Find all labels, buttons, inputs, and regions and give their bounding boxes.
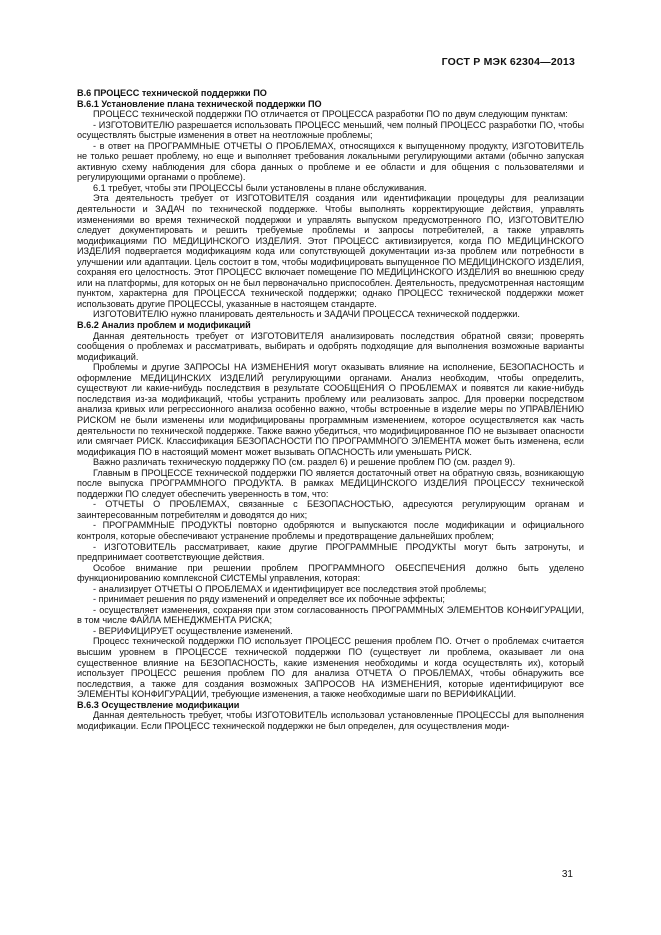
- list-item: - ПРОГРАММНЫЕ ПРОДУКТЫ повторно одобряются и выпускаются после модификации и официального контроля, которые обеспечивают устранение проблемы и предотвращение дальнейших проблем;: [77, 520, 584, 541]
- list-item: - в ответ на ПРОГРАММНЫЕ ОТЧЕТЫ О ПРОБЛЕМАХ, относящихся к выпущенному продукту, ИЗГОТОВИТЕЛЬ не только решает проблему, но еще и выполняет требования локальными регулирующими актами (обычно запуская активную схему наблюдения для сбора данных о проблеме и ее области и для общения с пользователями и регулирующими органами о проблеме).: [77, 140, 584, 183]
- list-item: - ИЗГОТОВИТЕЛЮ разрешается использовать ПРОЦЕСС меньший, чем полный ПРОЦЕСС разработки ПО, чтобы осуществлять быстрые изменения в ответ на неотложные проблемы;: [77, 119, 584, 141]
- subsection-heading-b61: В.6.1 Установление плана технической поддержки ПО: [77, 98, 322, 109]
- list-item: - ИЗГОТОВИТЕЛЬ рассматривает, какие другие ПРОГРАММНЫЕ ПРОДУКТЫ могут быть затронуты, и предпринимает соответствующие действия.: [77, 541, 584, 563]
- paragraph: Проблемы и другие ЗАПРОСЫ НА ИЗМЕНЕНИЯ могут оказывать влияние на исполнение, БЕЗОПАСНОСТЬ и оформление МЕДИЦИНСКИХ ИЗДЕЛИЙ регулирующими органами. Анализ необходим, чтобы определить, существуют ли какие-нибудь последствия в результате СООБЩЕНИЯ О ПРОБЛЕМАХ и появятся ли какие-нибудь последствия из-за модификаций, чтобы устранить проблему или реализовать запрос. Для проверки посредством анализа кривых или регрессионного анализа особенно важно, чтобы встроенные в изделие меры по УПРАВЛЕНИЮ РИСКОМ не были изменены или модифицированы программным изменением, которое осуществляется как часть деятельности по технической поддержке. Также важно убедиться, что модифицированное ПО не вызывает опасности или смягчает РИСК. Классификация БЕЗОПАСНОСТИ ПО ПРОГРАММНОГО ЭЛЕМЕНТА может быть изменена, если модификация ПО в настоящий момент может вызывать ОПАСНОСТЬ или уменьшать РИСК.: [77, 362, 584, 457]
- paragraph: Эта деятельность требует от ИЗГОТОВИТЕЛЯ создания или идентификации процедуры для реализации деятельности и ЗАДАЧ по технической поддержке. Чтобы выполнять корректирующие действия, управлять изменениями во время технической поддержки и управлять выпуском предусмотренного ПО, ИЗГОТОВИТЕЛЮ следует документировать и решить требуемые проблемы и запросы потребителей, а также управлять модификациями ПО МЕДИЦИНСКОГО ИЗДЕЛИЯ. Этот ПРОЦЕСС активизируется, когда ПО МЕДИЦИНСКОГО ИЗДЕЛИЯ подвергается модификациям кода или сопутствующей документации из-за проблем или потребности в улучшении или адаптации. Цель состоит в том, чтобы модифицировать выпущенное ПО МЕДИЦИНСКОГО ИЗДЕЛИЯ, сохраняя его целостность. Этот ПРОЦЕСС включает помещение ПО МЕДИЦИНСКОГО ИЗДЕЛИЯ во внешнюю среду или на платформы, для которых он не был первоначально приспособлен. Деятельность, предусмотренная настоящим пунктом, характерна для ПРОЦЕССА технической поддержки; однако ПРОЦЕСС технической поддержки может использовать другие ПРОЦЕССЫ, указанные в настоящем стандарте.: [77, 193, 584, 309]
- list-item: - ВЕРИФИЦИРУЕТ осуществление изменений.: [93, 625, 293, 636]
- standard-designation: ГОСТ Р МЭК 62304—2013: [441, 56, 575, 68]
- page-number: 31: [561, 869, 573, 880]
- list-item: - ОТЧЕТЫ О ПРОБЛЕМАХ, связанные с БЕЗОПАСНОСТЬЮ, адресуются регулирующим органам и заинтересованным потребителям и доводятся до них;: [77, 499, 584, 520]
- list-item: - осуществляет изменения, сохраняя при этом согласованность ПРОГРАММНЫХ ЭЛЕМЕНТОВ КОНФИГУРАЦИИ, в том числе ФАЙЛА МЕНЕДЖМЕНТА РИСКА;: [77, 604, 584, 626]
- list-item: - принимает решения по ряду изменений и определяет все их побочные эффекты;: [93, 594, 445, 605]
- paragraph: Процесс технической поддержки ПО использует ПРОЦЕСС решения проблем ПО. Отчет о проблемах считается высшим уровнем в ПРОЦЕССЕ технической поддержки ПО (существует ли проблема, оказывает ли она существенное влияние на БЕЗОПАСНОСТЬ, какие изменения необходимы и когда осуществлять их), который использует ПРОЦЕСС решения проблем ПО для анализа ОТЧЕТА О ПРОБЛЕМАХ, чтобы обнаружить все последствия, а также для создания возможных ЗАПРОСОВ НА ИЗМЕНЕНИЯ, которые идентифицируют все ЭЛЕМЕНТЫ КОНФИГУРАЦИИ, требующие изменения, а также необходимые шаги по ВЕРИФИКАЦИИ.: [77, 636, 584, 700]
- page-body: [77, 88, 584, 731]
- paragraph: Главным в ПРОЦЕССЕ технической поддержки ПО является достаточный ответ на обратную связь, возникающую после выпуска ПРОГРАММНОГО ПРОДУКТА. В рамках МЕДИЦИНСКОГО ИЗДЕЛИЯ ПРОЦЕССУ технической поддержки ПО следует обеспечить уверенность в том, что:: [77, 467, 584, 499]
- paragraph: ИЗГОТОВИТЕЛЮ нужно планировать деятельность и ЗАДАЧИ ПРОЦЕССА технической поддержки.: [93, 309, 520, 320]
- paragraph: Особое внимание при решении проблем ПРОГРАММНОГО ОБЕСПЕЧЕНИЯ должно быть уделено функционированию комплексной СИСТЕМЫ управления, которая:: [77, 562, 584, 584]
- paragraph: ПРОЦЕСС технической поддержки ПО отличается от ПРОЦЕССА разработки ПО по двум следующим пунктам:: [93, 109, 568, 120]
- list-item: - анализирует ОТЧЕТЫ О ПРОБЛЕМАХ и идентифицирует все последствия этой проблемы;: [93, 583, 487, 594]
- section-heading-b6: В.6 ПРОЦЕСС технической поддержки ПО: [77, 88, 267, 98]
- paragraph: Данная деятельность требует, чтобы ИЗГОТОВИТЕЛЬ использовал установленные ПРОЦЕССЫ для выполнения модификации. Если ПРОЦЕСС технической поддержки не был определен, для осуществления моди-: [77, 710, 584, 731]
- paragraph: 6.1 требует, чтобы эти ПРОЦЕССЫ были установлены в плане обслуживания.: [93, 182, 427, 193]
- paragraph: Важно различать техническую поддержку ПО (см. раздел 6) и решение проблем ПО (см. раздел 9).: [93, 457, 516, 468]
- paragraph: Данная деятельность требует от ИЗГОТОВИТЕЛЯ анализировать последствия обратной связи; проверять сообщения о проблемах и рассматривать, выбирать и одобрять подходящие для выполнения возможные варианты модификаций.: [77, 330, 584, 362]
- subsection-heading-b63: В.6.3 Осуществление модификации: [77, 699, 240, 710]
- subsection-heading-b62: В.6.2 Анализ проблем и модификаций: [77, 320, 251, 331]
